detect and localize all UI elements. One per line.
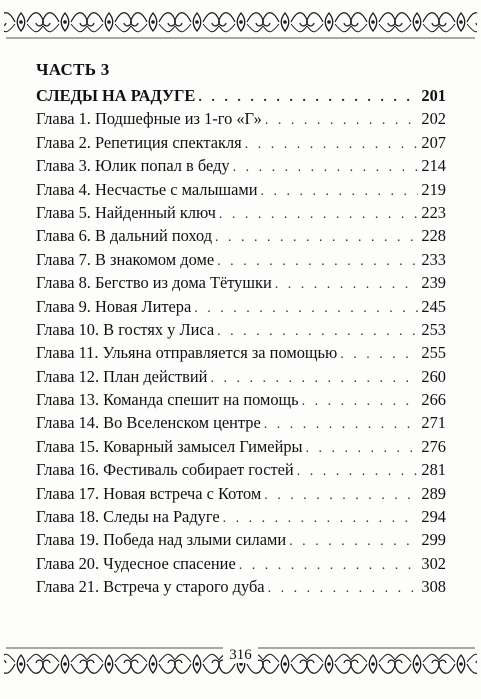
dot-leader bbox=[265, 113, 419, 129]
chapter-page: 228 bbox=[421, 226, 446, 246]
chapter-title: Глава 14. Во Вселенском центре bbox=[36, 413, 261, 433]
dot-leader bbox=[210, 371, 418, 387]
dot-leader bbox=[340, 347, 418, 363]
chapter-page: 255 bbox=[421, 343, 446, 363]
toc-chapter-row bbox=[36, 133, 446, 156]
dot-leader bbox=[264, 488, 418, 504]
dot-leader bbox=[264, 417, 419, 433]
page-number bbox=[0, 647, 481, 664]
toc-chapter-row bbox=[36, 413, 446, 436]
toc-chapter-row bbox=[36, 367, 446, 390]
chapter-title: Глава 2. Репетиция спектакля bbox=[36, 132, 242, 152]
table-of-contents bbox=[36, 86, 446, 601]
chapter-title: Глава 1. Подшефные из 1-го «Г» bbox=[36, 109, 262, 129]
chapter-page: 207 bbox=[421, 132, 446, 152]
dot-leader bbox=[306, 441, 419, 457]
chapter-page: 281 bbox=[421, 460, 446, 480]
toc-chapter-row bbox=[36, 437, 446, 460]
dot-leader bbox=[194, 301, 418, 317]
chapter-title: Глава 5. Найденный ключ bbox=[36, 202, 216, 222]
chapter-page: 299 bbox=[421, 530, 446, 550]
part-label: ЧАСТЬ 3 bbox=[36, 60, 110, 79]
dot-leader bbox=[219, 207, 418, 223]
toc-chapter-row bbox=[36, 577, 446, 600]
chapter-title: Глава 21. Встреча у старого дуба bbox=[36, 577, 265, 597]
dot-leader bbox=[297, 464, 419, 480]
chapter-page: 294 bbox=[421, 507, 446, 527]
dot-leader bbox=[233, 160, 419, 176]
toc-chapter-row bbox=[36, 554, 446, 577]
chapter-title: Глава 18. Следы на Радуге bbox=[36, 507, 220, 527]
toc-chapter-row bbox=[36, 530, 446, 553]
chapter-page: 239 bbox=[421, 273, 446, 293]
chapter-page: 308 bbox=[421, 577, 446, 597]
section-page: 201 bbox=[421, 86, 446, 105]
dot-leader bbox=[261, 184, 419, 200]
chapter-title: Глава 7. В знакомом доме bbox=[36, 249, 215, 269]
toc-chapter-row bbox=[36, 320, 446, 343]
dot-leader bbox=[289, 534, 418, 550]
chapter-page: 233 bbox=[421, 249, 446, 269]
chapter-title: Глава 4. Несчастье с малышами bbox=[36, 179, 258, 199]
dot-leader bbox=[302, 394, 419, 410]
chapter-title: Глава 10. В гостях у Лиса bbox=[36, 319, 215, 339]
dot-leader bbox=[268, 581, 419, 597]
toc-chapter-row bbox=[36, 390, 446, 413]
chapter-title: Глава 17. Новая встреча с Котом bbox=[36, 483, 262, 503]
chapter-page: 266 bbox=[421, 390, 446, 410]
toc-section-row bbox=[36, 86, 446, 109]
chapter-title: Глава 20. Чудесное спасение bbox=[36, 553, 236, 573]
toc-chapter-row bbox=[36, 250, 446, 273]
chapter-title: Глава 6. В дальний поход bbox=[36, 226, 213, 246]
chapter-page: 289 bbox=[421, 483, 446, 503]
ornamental-border-icon bbox=[4, 2, 477, 46]
dot-leader bbox=[215, 230, 418, 246]
toc-chapter-row bbox=[36, 109, 446, 132]
chapter-title: Глава 19. Победа над злыми силами bbox=[36, 530, 287, 550]
chapter-title: Глава 9. Новая Литера bbox=[36, 296, 192, 316]
chapter-title: Глава 15. Коварный замысел Гимейры bbox=[36, 436, 303, 456]
chapter-title: Глава 3. Юлик попал в беду bbox=[36, 156, 230, 176]
dot-leader bbox=[223, 511, 419, 527]
chapter-title: Глава 8. Бегство из дома Тётушки bbox=[36, 273, 272, 293]
chapter-title: Глава 11. Ульяна отправляется за помощью bbox=[36, 343, 338, 363]
toc-chapter-row bbox=[36, 226, 446, 249]
toc-chapter-row bbox=[36, 507, 446, 530]
section-title: СЛЕДЫ НА РАДУГЕ bbox=[36, 86, 196, 105]
toc-chapter-row bbox=[36, 460, 446, 483]
chapter-page: 219 bbox=[421, 179, 446, 199]
toc-chapter-row bbox=[36, 180, 446, 203]
chapter-page: 214 bbox=[421, 156, 446, 176]
toc-chapter-row bbox=[36, 297, 446, 320]
dot-leader bbox=[275, 277, 419, 293]
chapter-title: Глава 13. Команда спешит на помощь bbox=[36, 390, 299, 410]
toc-chapter-row bbox=[36, 273, 446, 296]
dot-leader bbox=[245, 137, 419, 153]
chapter-page: 223 bbox=[421, 202, 446, 222]
toc-chapter-row bbox=[36, 203, 446, 226]
toc-chapter-row bbox=[36, 156, 446, 179]
chapter-title: Глава 12. План действий bbox=[36, 366, 208, 386]
dot-leader bbox=[217, 324, 418, 340]
dot-leader bbox=[198, 90, 418, 106]
toc-chapter-row bbox=[36, 484, 446, 507]
chapter-page: 245 bbox=[421, 296, 446, 316]
chapter-title: Глава 16. Фестиваль собирает гостей bbox=[36, 460, 294, 480]
toc-chapter-row bbox=[36, 343, 446, 366]
dot-leader bbox=[239, 558, 419, 574]
dot-leader bbox=[217, 254, 418, 270]
chapter-page: 302 bbox=[421, 553, 446, 573]
chapter-page: 202 bbox=[421, 109, 446, 129]
page-number-label: 316 bbox=[223, 647, 258, 663]
chapter-page: 276 bbox=[421, 436, 446, 456]
chapter-page: 260 bbox=[421, 366, 446, 386]
chapter-page: 253 bbox=[421, 319, 446, 339]
chapter-page: 271 bbox=[421, 413, 446, 433]
